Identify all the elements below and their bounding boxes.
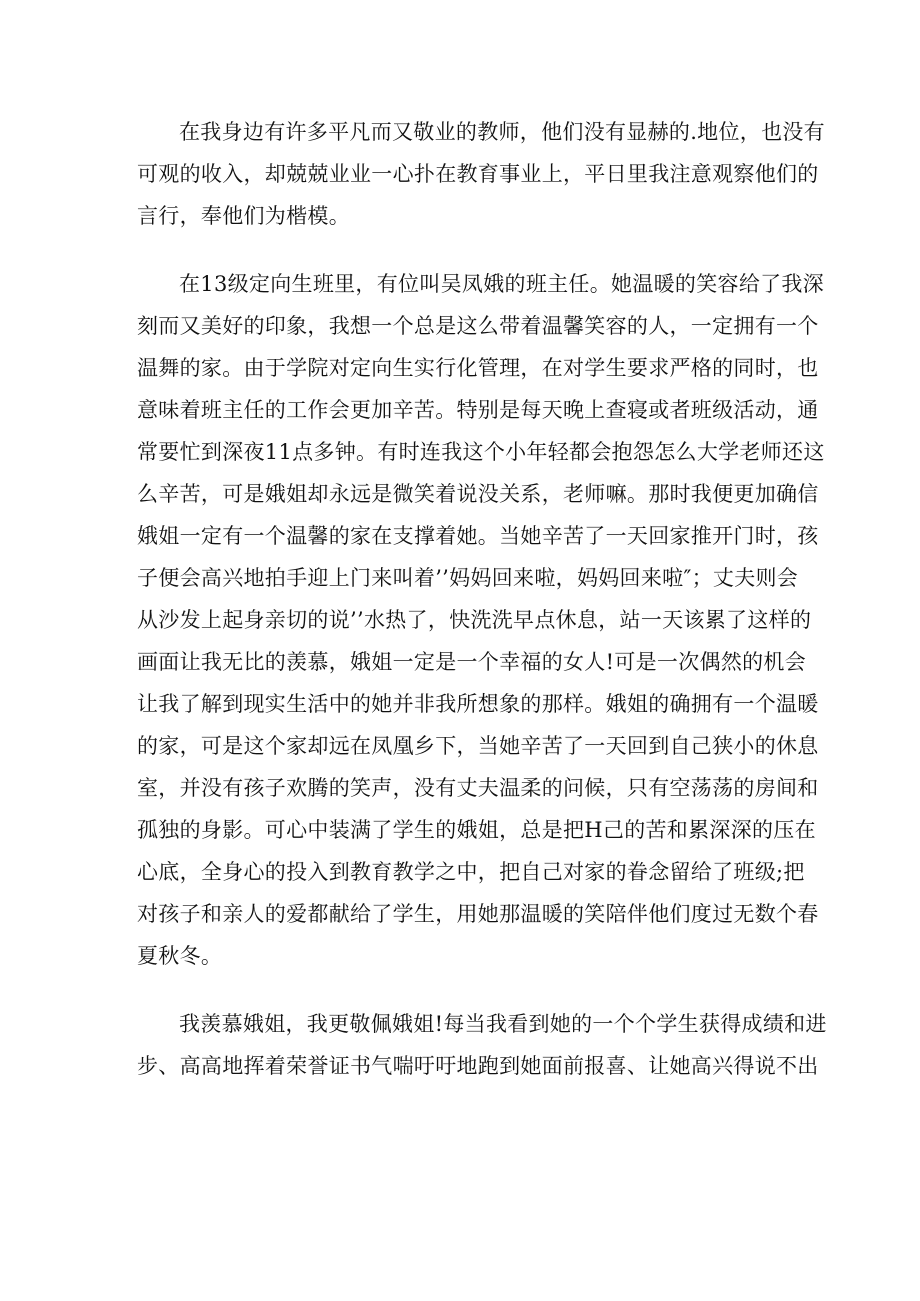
- text-line: 室，并没有孩子欢腾的笑声，没有丈夫温柔的问候，只有空荡荡的房间和: [137, 776, 819, 800]
- paragraph-3: [137, 1003, 827, 1087]
- paragraph-2: [137, 263, 825, 977]
- text-line: 让我了解到现实生活中的她并非我所想象的那样。娥姐的确拥有一个温暖: [137, 692, 819, 716]
- text-line: 言行，奉他们为楷模。: [137, 204, 350, 228]
- text-line: 在13级定向生班里，有位叫吴凤娥的班主任。她温暖的笑容给了我深: [179, 272, 825, 296]
- text-line: 温舞的家。由于学院对定向生实行化管理，在对学生要求严格的同时，也: [137, 356, 819, 380]
- document-body: [137, 111, 827, 1113]
- text-line: 在我身边有许多平凡而又敬业的教师，他们没有显赫的.地位，也没有: [179, 120, 825, 144]
- paragraph-1: [137, 111, 825, 237]
- text-line: 可观的收入，却兢兢业业一心扑在教育事业上，平日里我注意观察他们的: [137, 162, 819, 186]
- text-line: 步、高高地挥着荣誉证书气喘吁吁地跑到她面前报喜、让她高兴得说不出: [137, 1054, 819, 1078]
- text-line: 子便会高兴地拍手迎上门来叫着’’妈妈回来啦，妈妈回来啦″；丈夫则会: [137, 566, 799, 590]
- text-line: 刻而又美好的印象，我想一个总是这么带着温馨笑容的人，一定拥有一个: [137, 314, 819, 338]
- text-line: 的家，可是这个家却远在凤凰乡下，当她辛苦了一天回到自己狭小的休息: [137, 734, 819, 758]
- text-line: 娥姐一定有一个温馨的家在支撑着她。当她辛苦了一天回家推开门时，孩: [137, 524, 819, 548]
- text-line: 意味着班主任的工作会更加辛苦。特别是每天晚上查寝或者班级活动，通: [137, 398, 819, 422]
- text-line: 夏秋冬。: [137, 944, 223, 968]
- text-line: 画面让我无比的羡慕，娥姐一定是一个幸福的女人!可是一次偶然的机会: [137, 650, 807, 674]
- text-line: 对孩子和亲人的爱都献给了学生，用她那温暖的笑陪伴他们度过无数个春: [137, 902, 819, 926]
- text-line: 心底，全身心的投入到教育教学之中，把自己对家的眷念留给了班级;把: [137, 860, 805, 884]
- text-line: 常要忙到深夜11点多钟。有时连我这个小年轻都会抱怨怎么大学老师还这: [137, 440, 825, 464]
- text-line: 孤独的身影。可心中装满了学生的娥姐，总是把H己的苦和累深深的压在: [137, 818, 816, 842]
- text-line: 我羡慕娥姐，我更敬佩娥姐!每当我看到她的一个个学生获得成绩和进: [179, 1012, 827, 1036]
- text-line: 么辛苦，可是娥姐却永远是微笑着说没关系，老师嘛。那时我便更加确信: [137, 482, 819, 506]
- text-line: 从沙发上起身亲切的说’’水热了，快洗洗早点休息，站一天该累了这样的: [137, 608, 812, 632]
